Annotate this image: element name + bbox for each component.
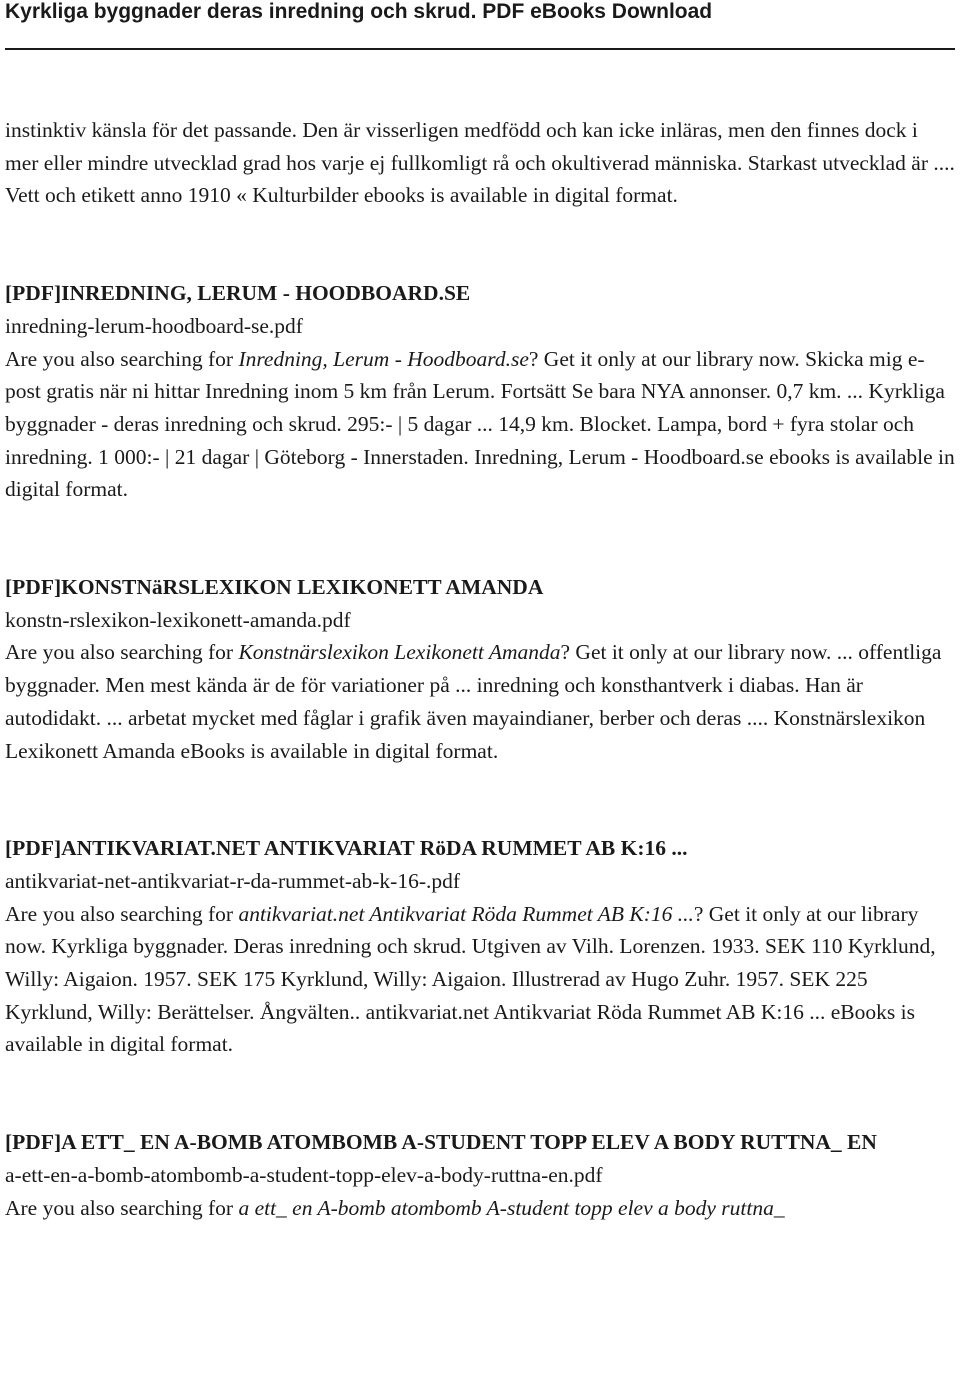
- search-suffix: ? Get it only at our library now.: [528, 346, 800, 371]
- header-divider: [5, 48, 955, 50]
- search-prefix: Are you also searching for: [5, 1195, 239, 1220]
- entry-filename: antikvariat-net-antikvariat-r-da-rummet-ab-k-16-.pdf: [5, 868, 461, 893]
- result-entry: [5, 832, 955, 1061]
- intro-paragraph: instinktiv känsla för det passande. Den är visserligen medfödd och kan icke inläras, men den finnes dock i mer eller mindre utvecklad grad hos varje ej fullkomligt rå och okultiverad människa. Starkast utvecklad är .... Vett och etikett anno 1910 « Kulturbilder ebooks is available in digital format.: [5, 118, 955, 208]
- search-title: Inredning, Lerum - Hoodboard.se: [238, 346, 529, 371]
- entry-title-link[interactable]: [PDF]KONSTNäRSLEXIKON LEXIKONETT AMANDA: [5, 575, 544, 600]
- description-text: Skicka mig e-post gratis när ni hittar Inredning inom 5 km från Lerum. Fortsätt Se bara NYA annonser. 0,7 km. ... Kyrkliga byggnader - deras inredning och skrud. 295:- | 5 dagar ... 14,9 km. Blocket. Lampa, bord + fyra stolar och inredning. 1 000:- | 21 dagar | Göteborg - Innerstaden. Inredning, Lerum - Hoodboard.se ebooks is available in digital format.: [5, 346, 955, 502]
- search-prefix: Are you also searching for: [5, 901, 239, 926]
- document-body: [5, 114, 955, 1224]
- description-text: ... offentliga byggnader. Men mest kända är de för variationer på ... inredning och konsthantverk i diabas. Han är autodidakt. ... arbetat mycket med fåglar i grafik även mayaindianer, berber och deras .... Konstnärslexikon Lexikonett Amanda eBooks is available in digital format.: [5, 640, 942, 763]
- entry-description: [5, 1192, 955, 1225]
- entry-title-link[interactable]: [PDF]INREDNING, LERUM - HOODBOARD.SE: [5, 281, 471, 306]
- entry-description: [5, 343, 955, 507]
- search-title: Konstnärslexikon Lexikonett Amanda: [238, 640, 561, 665]
- page-header-title: Kyrkliga byggnader deras inredning och skrud. PDF eBooks Download: [5, 0, 713, 23]
- result-entry: [5, 277, 955, 506]
- description-text: Kyrkliga byggnader. Deras inredning och skrud. Utgiven av Vilh. Lorenzen. 1933. SEK 110 Kyrklund, Willy: Aigaion. 1957. SEK 175 Kyrklund, Willy: Aigaion. Illustrerad av Hugo Zuhr. 1957. SEK 225 Kyrklund, Willy: Berättelser. Ångvälten.. antikvariat.net Antikvariat Röda Rummet AB K:16 ... eBooks is available in digital format.: [5, 934, 936, 1057]
- search-prefix: Are you also searching for: [5, 346, 239, 371]
- entry-title-link[interactable]: [PDF]ANTIKVARIAT.NET ANTIKVARIAT RöDA RUMMET AB K:16 ...: [5, 836, 688, 861]
- entry-filename: konstn-rslexikon-lexikonett-amanda.pdf: [5, 607, 351, 632]
- result-entry: [5, 1126, 955, 1224]
- search-title: a ett_ en A-bomb atombomb A-student topp elev a body ruttna_: [238, 1195, 785, 1220]
- search-prefix: Are you also searching for: [5, 640, 239, 665]
- entry-description: [5, 636, 955, 767]
- entry-filename: inredning-lerum-hoodboard-se.pdf: [5, 313, 303, 338]
- search-suffix: ? Get it only at our library now.: [5, 901, 919, 959]
- entry-title-link[interactable]: [PDF]A ETT_ EN A-BOMB ATOMBOMB A-STUDENT TOPP ELEV A BODY RUTTNA_ EN: [5, 1130, 877, 1155]
- search-suffix: ? Get it only at our library now.: [560, 640, 832, 665]
- result-entry: [5, 571, 955, 767]
- search-title: antikvariat.net Antikvariat Röda Rummet AB K:16 ...: [238, 901, 694, 926]
- entry-description: [5, 898, 955, 1062]
- entry-filename: a-ett-en-a-bomb-atombomb-a-student-topp-elev-a-body-ruttna-en.pdf: [5, 1162, 603, 1187]
